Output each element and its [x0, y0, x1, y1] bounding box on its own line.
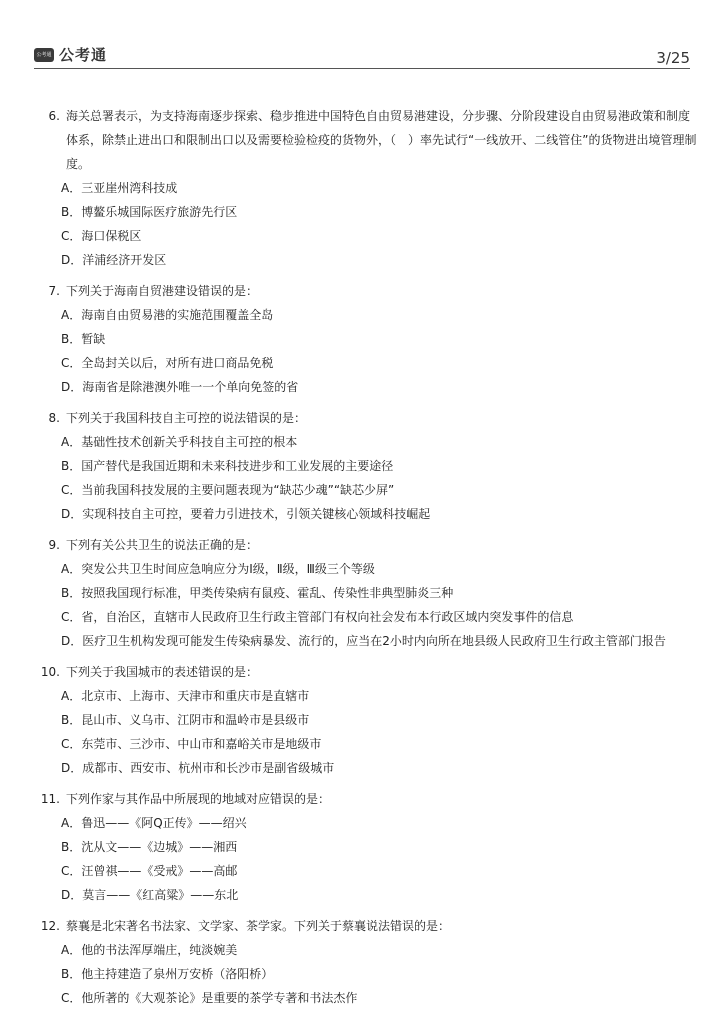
option-a: A．突发公共卫生时间应急响应分为Ⅰ级，Ⅱ级，Ⅲ级三个等级 — [61, 562, 375, 576]
question-number: 9. — [48, 538, 60, 552]
question-10 — [38, 660, 698, 780]
question-number: 7. — [48, 284, 60, 298]
option-a: A．北京市、上海市、天津市和重庆市是直辖市 — [61, 689, 310, 703]
option-c: C．海口保税区 — [61, 229, 142, 243]
option-c: C．省，自治区，直辖市人民政府卫生行政主管部门有权向社会发布本行政区域内突发事件的信息 — [61, 610, 574, 624]
question-text: 下列关于我国城市的表述错误的是： — [66, 665, 259, 679]
option-a: A．海南自由贸易港的实施范围覆盖全岛 — [61, 308, 274, 322]
question-6 — [38, 104, 698, 272]
option-d: D．洋浦经济开发区 — [61, 253, 167, 267]
question-text: 蔡襄是北宋著名书法家、文学家、茶学家。下列关于蔡襄说法错误的是： — [66, 919, 451, 933]
option-a: A．鲁迅——《阿Q正传》——绍兴 — [61, 816, 247, 830]
option-c: C．他所著的《大观茶论》是重要的茶学专著和书法杰作 — [61, 991, 358, 1005]
question-number: 11. — [40, 792, 60, 806]
page-number: 3/25 — [656, 49, 690, 67]
option-b: B．国产替代是我国近期和未来科技进步和工业发展的主要途径 — [61, 459, 394, 473]
option-a: A．基础性技术创新关乎科技自主可控的根本 — [61, 435, 298, 449]
question-11 — [38, 787, 698, 907]
option-b: B．博鳌乐城国际医疗旅游先行区 — [61, 205, 238, 219]
option-b: B．沈从文——《边城》——湘西 — [61, 840, 238, 854]
page-header — [34, 42, 690, 70]
question-9 — [38, 533, 698, 653]
logo-badge-icon: 公考通 — [34, 48, 54, 62]
question-7 — [38, 279, 698, 399]
option-a: A．他的书法浑厚端庄，纯淡婉美 — [61, 943, 238, 957]
option-c: C．全岛封关以后，对所有进口商品免税 — [61, 356, 274, 370]
option-b: B．按照我国现行标准，甲类传染病有鼠疫、霍乱、传染性非典型肺炎三种 — [61, 586, 454, 600]
option-d: D．实现科技自主可控，要着力引进技术，引领关键核心领域科技崛起 — [61, 507, 431, 521]
question-text: 海关总署表示，为支持海南逐步探索、稳步推进中国特色自由贸易港建设，分步骤、分阶段建设自由贸易港政策和制度体系，除禁止进出口和限制出口以及需要检验检疫的货物外，（ ）率先试行“一线放开、二线管住”的货物进出境管理制度。 — [66, 109, 697, 171]
question-list — [38, 104, 698, 1017]
logo-text: 公考通 — [59, 46, 108, 64]
option-b: B．他主持建造了泉州万安桥（洛阳桥） — [61, 967, 274, 981]
question-text: 下列关于我国科技自主可控的说法错误的是： — [66, 411, 307, 425]
question-12 — [38, 914, 698, 1010]
question-text: 下列作家与其作品中所展现的地域对应错误的是： — [66, 792, 331, 806]
question-text: 下列关于海南自贸港建设错误的是： — [66, 284, 259, 298]
question-number: 10. — [40, 665, 60, 679]
header-divider — [34, 68, 690, 69]
option-a: A．三亚崖州湾科技成 — [61, 181, 178, 195]
option-d: D．海南省是除港澳外唯一一个单向免签的省 — [61, 380, 299, 394]
option-b: B．暂缺 — [61, 332, 106, 346]
option-c: C．东莞市、三沙市、中山市和嘉峪关市是地级市 — [61, 737, 322, 751]
option-c: C．当前我国科技发展的主要问题表现为“缺芯少魂”“缺芯少屏” — [61, 483, 395, 497]
question-text: 下列有关公共卫生的说法正确的是： — [66, 538, 259, 552]
question-number: 6. — [48, 109, 60, 123]
question-number: 8. — [48, 411, 60, 425]
option-c: C．汪曾祺——《受戒》——高邮 — [61, 864, 238, 878]
option-d: D．成都市、西安市、杭州市和长沙市是副省级城市 — [61, 761, 335, 775]
logo — [34, 44, 107, 65]
option-d: D．莫言——《红高粱》——东北 — [61, 888, 239, 902]
question-number: 12. — [40, 919, 60, 933]
option-b: B．昆山市、义乌市、江阴市和温岭市是县级市 — [61, 713, 310, 727]
option-d: D．医疗卫生机构发现可能发生传染病暴发、流行的，应当在2小时内向所在地县级人民政府卫生行政主管部门报告 — [61, 634, 666, 648]
question-8 — [38, 406, 698, 526]
